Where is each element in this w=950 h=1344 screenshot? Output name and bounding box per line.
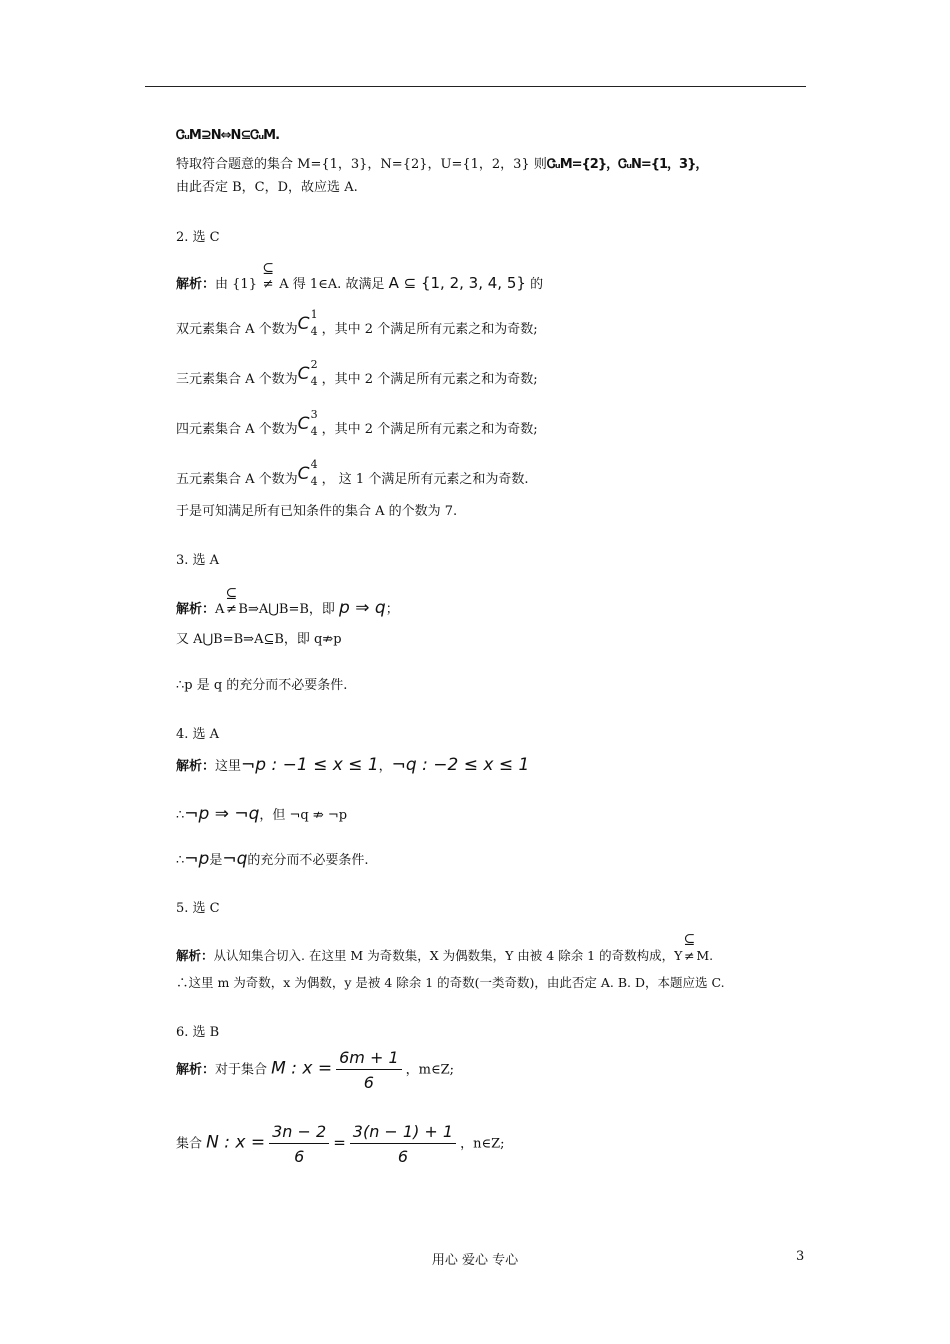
page-number: 3 (796, 1249, 805, 1264)
s3-analysis-line: 解析：A ⊆ ≠ B⇒A⋃B=B，即 p ⇒ q； (176, 586, 399, 618)
s2-heading: 2. 选 C (176, 230, 220, 245)
combination-c41: C 1 4 (297, 308, 318, 338)
proper-subset-symbol: ⊆ ≠ (262, 261, 274, 292)
s5-line-2: ∴这里 m 为奇数，x 为偶数，y 是被 4 除余 1 的奇数(一类奇数)，由此否定 A. B. D，本题应选 C. (176, 975, 725, 990)
s6-analysis-line: 解析：对于集合 M : x = $\frac{6m + 1}{6}$ ，m∈Z; (176, 1048, 454, 1092)
proper-subset-symbol: ⊆ ≠ (683, 932, 696, 963)
header-rule (145, 86, 806, 87)
combination-c42: C 2 4 (297, 358, 318, 388)
s2-row-1: 双元素集合 A 个数为 C 1 4 ，其中 2 个满足所有元素之和为奇数; (176, 308, 538, 338)
s5-heading: 5. 选 C (176, 901, 220, 916)
s6-line-2: 集合 N : x = $\frac{3n - 2}{6}$ = $\frac{3(n - 1) + 1}{6}$ ，n∈Z; (176, 1122, 505, 1166)
s2-row-2: 三元素集合 A 个数为 C 2 4 ，其中 2 个满足所有元素之和为奇数; (176, 358, 538, 388)
fraction-n-1: $\frac{3n - 2}{6}$ (269, 1122, 329, 1166)
s4-line-2: ∴¬p ⇒ ¬q，但 ¬q ⇏ ¬p (176, 804, 348, 824)
proper-subset-symbol: ⊆ ≠ (225, 586, 238, 617)
s4-line-3: ∴¬p是¬q的充分而不必要条件. (176, 849, 369, 869)
s2-row-4: 五元素集合 A 个数为 C 4 4 ， 这 1 个满足所有元素之和为奇数. (176, 458, 529, 488)
footer-text: 用心 爱心 专心 (431, 1253, 519, 1268)
s5-analysis-line: 解析：从认知集合切入. 在这里 M 为奇数集，X 为偶数集，Y 由被 4 除余 1 的奇数构成，Y ⊆ ≠ M. (176, 932, 714, 963)
s6-heading: 6. 选 B (176, 1025, 220, 1040)
fraction-m: $\frac{6m + 1}{6}$ (336, 1048, 402, 1092)
s1-line-3: 由此否定 B，C，D，故应选 A. (176, 180, 358, 195)
s3-line-2: 又 A⋃B=B⇒A⊆B，即 q⇏p (176, 632, 342, 647)
s3-line-3: ∴p 是 q 的充分而不必要条件. (176, 678, 348, 693)
combination-c44: C 4 4 (297, 458, 318, 488)
s1-line-2: 特取符合题意的集合 M={1，3}，N={2}，U={1，2，3} 则ᏣᵤM={2}，ᏣᵤN={1，3}， (176, 157, 708, 172)
s2-analysis-line: 解析：由 {1} ⊆ ≠ A 得 1∈A. 故满足 A ⊆ {1, 2, 3, 4, 5} 的 (176, 261, 544, 292)
s3-heading: 3. 选 A (176, 553, 220, 568)
combination-c43: C 3 4 (297, 408, 318, 438)
s2-row-3: 四元素集合 A 个数为 C 3 4 ，其中 2 个满足所有元素之和为奇数; (176, 408, 538, 438)
s4-analysis-line: 解析：这里¬p : −1 ≤ x ≤ 1，¬q : −2 ≤ x ≤ 1 (176, 755, 530, 775)
fraction-n-2: $\frac{3(n - 1) + 1}{6}$ (350, 1122, 456, 1166)
s4-heading: 4. 选 A (176, 727, 220, 742)
s2-conclusion: 于是可知满足所有已知条件的集合 A 的个数为 7. (176, 504, 458, 519)
s1-line-1: ᏣᵤM⊇N⇔N⊆ᏣᵤM. (176, 128, 280, 143)
